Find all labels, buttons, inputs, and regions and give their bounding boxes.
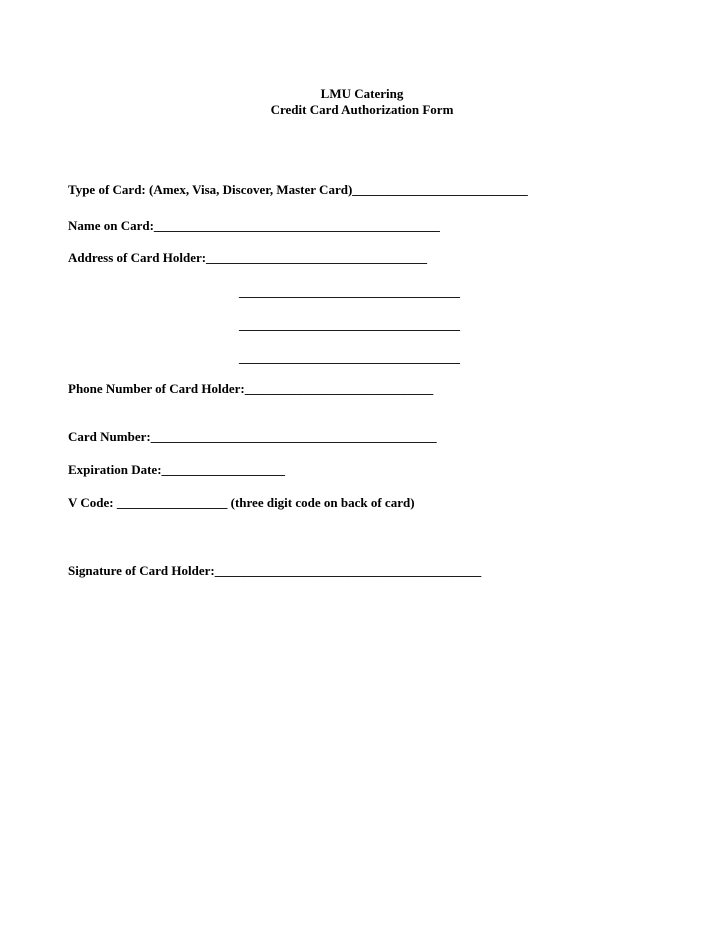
signature-field: Signature of Card Holder:_________________________________________ [68,563,482,578]
address-field: Address of Card Holder:__________________________________ [68,250,428,265]
address-line-4: __________________________________ [239,350,460,365]
card-number-field: Card Number:____________________________________________ [68,429,437,444]
address-line-2: __________________________________ [239,284,460,299]
address-line-3: __________________________________ [239,317,460,332]
expiration-date-field: Expiration Date:___________________ [68,462,286,477]
organization-title: LMU Catering [320,86,404,101]
card-type-field: Type of Card: (Amex, Visa, Discover, Master Card)___________________________ [68,182,528,197]
form-title: Credit Card Authorization Form [270,102,454,117]
phone-field: Phone Number of Card Holder:_____________________________ [68,381,434,396]
name-on-card-field: Name on Card:____________________________________________ [68,218,440,233]
v-code-field: V Code: _________________ (three digit code on back of card) [68,495,415,510]
